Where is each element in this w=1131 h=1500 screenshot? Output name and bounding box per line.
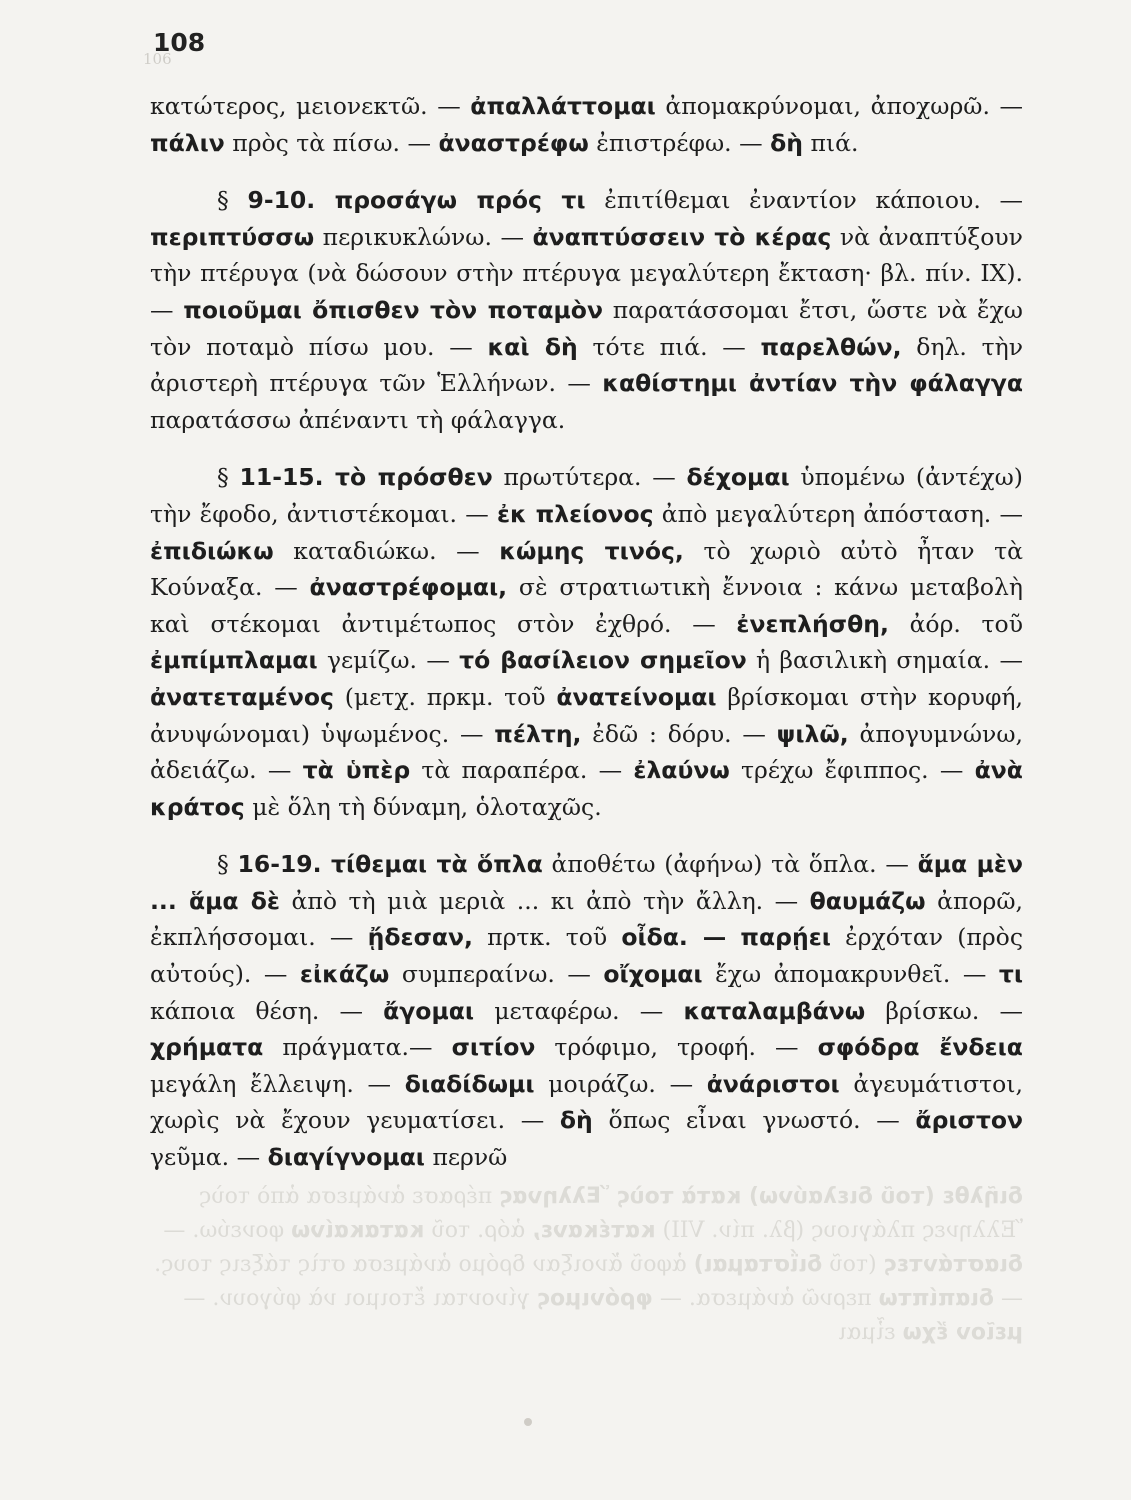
term: παρελθών, <box>760 332 902 361</box>
term: 9-10. προσάγω πρός τι <box>247 186 586 215</box>
gloss: ἀγευμάτιστοι, χωρὶς νὰ ἔχουν γευματίσει. — <box>150 1069 1023 1135</box>
gloss: πέρασε ἀνάμεσα ἀπὸ τοὺς Ἕλληνες πλάγιους (βλ. πίν. VII) <box>198 1184 1023 1243</box>
gloss: ἀφοῦ ἄνοιξαν δρόμο ἀνάμεσα στὶς τάξεις τους. — <box>154 1252 1023 1311</box>
term: κώμης τινός, <box>499 536 684 565</box>
gloss: παρατάσσομαι ἔτσι, ὥστε νὰ ἔχω τὸν ποταμὸ πίσω μου. — <box>150 295 1023 361</box>
gloss: ὑπομένω (ἀντέχω) τὴν ἔφοδο, ἀντιστέκομαι. — <box>150 463 1023 528</box>
term: ἀνατεταμένος <box>150 682 334 711</box>
gloss: τότε πιά. — <box>592 332 746 361</box>
gloss: βρίσκομαι στὴν κορυφή, ἀνυψώνομαι) ὑψωμένος. — <box>150 682 1023 748</box>
gloss: ἀπογυμνώνω, ἀδειάζω. — <box>150 719 1023 785</box>
term: οἴχομαι <box>603 960 703 989</box>
term: ἐλαύνω <box>633 756 730 785</box>
term: διΐσταμαι) <box>693 1252 823 1277</box>
term: ἐμπίμπλαμαι <box>150 646 318 675</box>
gloss: τρόφιμο, τροφή. — <box>554 1033 799 1062</box>
gloss: ἀπορῶ, ἐκπλήσσομαι. — <box>150 886 1023 952</box>
gloss: ἀόρ. τοῦ <box>431 1218 526 1243</box>
gloss: ἐπιστρέφω. — <box>596 128 763 157</box>
gloss: πράγματα.— <box>282 1033 433 1062</box>
term: κατακαίνω <box>291 1218 425 1243</box>
paragraph-section-16-19 <box>150 846 1023 1175</box>
gloss: παρατάσσω ἀπέναντι τὴ φάλαγγα. <box>150 405 566 434</box>
term: ἐνεπλήσθη, <box>736 609 889 638</box>
gloss: § <box>217 850 229 879</box>
gloss: εἶμαι <box>837 1320 896 1345</box>
term: σιτίον <box>451 1033 536 1062</box>
term: ἀναστρέφομαι, <box>309 573 508 602</box>
gloss: κατώτερος, μειονεκτῶ. — <box>150 92 461 120</box>
term: διῆλθε (τοῦ διελαύνω) κατὰ τοὺς Ἕλληνας <box>499 1184 1023 1209</box>
gloss: περνῶ ἀνάμεσα. — <box>659 1286 872 1311</box>
gloss: μεταφέρω. — <box>494 996 664 1025</box>
gloss: τρέχω ἔφιππος. — <box>741 756 964 785</box>
gloss: ἀόρ. τοῦ <box>909 609 1023 638</box>
body-text <box>150 88 1023 1176</box>
term: ἄγομαι <box>383 996 475 1025</box>
gloss: γεῦμα. — <box>150 1143 261 1172</box>
gloss: γεμίζω. — <box>326 646 450 675</box>
term: ποιοῦμαι ὄπισθεν τὸν ποταμὸν <box>183 295 603 324</box>
gloss: δηλ. τὴν ἀριστερὴ πτέρυγα τῶν Ἑλλήνων. — <box>150 332 1023 398</box>
gloss: ἐπιτίθεμαι ἐναντίον κάποιου. — <box>604 186 1023 215</box>
gloss: ἐρχόταν (πρὸς αὐτούς). — <box>150 923 1023 989</box>
gloss: (τοῦ <box>829 1252 877 1277</box>
gloss: καταδιώκω. — <box>293 536 480 565</box>
term: φρόνιμος <box>536 1286 653 1311</box>
gloss: πρὸς τὰ πίσω. — <box>232 128 431 157</box>
gloss: σὲ στρατιωτικὴ ἔννοια : κάνω μεταβολὴ καὶ στέκομαι ἀντιμέτωπος στὸν ἐχθρό. — <box>150 573 1023 638</box>
paper-spot <box>524 1418 532 1426</box>
gloss: ἐδῶ : δόρυ. — <box>592 719 766 748</box>
page-number: 108 <box>153 28 206 57</box>
term: διαγίγνομαι <box>267 1143 425 1172</box>
term: πέλτη, <box>494 719 582 748</box>
term: δέχομαι <box>686 463 790 492</box>
term: τι <box>998 960 1023 989</box>
term: καταλαμβάνω <box>683 996 866 1025</box>
term: διαδίδωμι <box>404 1069 535 1098</box>
paragraph-section-9-10 <box>150 182 1023 438</box>
term: 16-19. τίθεμαι τὰ ὅπλα <box>237 850 543 879</box>
paragraph-continued <box>150 88 1023 161</box>
gloss: φονεύω. — <box>163 1218 285 1243</box>
gloss: § <box>217 463 229 492</box>
term: κατέκανε, <box>532 1218 656 1243</box>
paragraph-section-11-15 <box>150 459 1023 825</box>
term: χρήματα <box>150 1033 264 1062</box>
bleed-through-page-number: 106 <box>143 50 172 68</box>
term: τὰ ὑπὲρ <box>302 756 411 785</box>
gloss: τὸ χωριὸ αὐτὸ ἦταν τὰ Κούναξα. — <box>150 536 1023 602</box>
term: δὴ <box>559 1106 593 1135</box>
term: καθίστημι ἀντίαν τὴν φάλαγγα <box>602 369 1023 398</box>
term: σφόδρα ἔνδεια <box>817 1033 1023 1062</box>
term: πάλιν <box>150 128 225 157</box>
bleed-through-text <box>150 1180 1023 1390</box>
term: οἶδα. — <box>621 923 727 952</box>
term: ψιλῶ, <box>776 719 849 748</box>
term: ἀνάριστοι <box>706 1069 840 1098</box>
gloss: ἀπὸ τὴ μιὰ μεριὰ ... κι ἀπὸ τὴν ἄλλη. — <box>291 886 799 915</box>
term: δὴ <box>770 128 803 157</box>
gloss: ἔχω ἀπομακρυνθεῖ. — <box>715 960 987 989</box>
term: ἀπαλλάττομαι <box>470 92 656 120</box>
term: ἀναπτύσσειν τὸ κέρας <box>532 222 832 251</box>
gloss: μεγάλη ἔλλειψη. — <box>150 1069 391 1098</box>
gloss: συμπεραίνω. — <box>401 960 591 989</box>
term: ἐπιδιώκω <box>150 536 274 565</box>
gloss: μὲ ὅλη τὴ δύναμη, ὁλοταχῶς. <box>252 792 602 821</box>
gloss: ἀπὸ μεγαλύτερη ἀπόσταση. — <box>661 499 1023 528</box>
gloss: κάποια θέση. — <box>150 996 363 1025</box>
term: θαυμάζω <box>809 886 926 915</box>
gloss: πρωτύτερα. — <box>503 463 676 492</box>
gloss: πιά. <box>810 128 859 157</box>
gloss: ἡ βασιλικὴ σημαία. — <box>756 646 1023 675</box>
gloss: βρίσκω. — <box>885 996 1023 1025</box>
gloss: πρτκ. τοῦ <box>487 923 608 952</box>
gloss: ἀπομακρύνομαι, ἀποχωρῶ. — <box>665 92 1023 120</box>
term: διαστάντες <box>883 1252 1023 1277</box>
term: διαπίπτω <box>878 1286 994 1311</box>
term: ἅμα μὲν ... ἅμα δὲ <box>150 850 1023 915</box>
gloss: γίνονται ἔτοιμοι νὰ φύγουν. — <box>183 1286 530 1311</box>
gloss: ἀποθέτω (ἀφήνω) τὰ ὅπλα. — <box>551 850 909 879</box>
term: ἀναστρέφω <box>438 128 589 157</box>
term: ἀνὰ κράτος <box>150 756 1023 821</box>
gloss: νὰ ἀναπτύξουν τὴν πτέρυγα (νὰ δώσουν στὴν πτέρυγα μεγαλύτερη ἔκταση· βλ. πίν. IX). — <box>150 222 1023 324</box>
term: παρῄει <box>740 923 831 952</box>
gloss: § <box>217 186 229 215</box>
gloss: μοιράζω. — <box>548 1069 694 1098</box>
gloss: (μετχ. πρκμ. τοῦ <box>344 682 546 711</box>
gloss: ὅπως εἶναι γνωστό. — <box>608 1106 900 1135</box>
term: 11-15. τὸ πρόσθεν <box>239 463 493 492</box>
term: ἄριστον <box>915 1106 1023 1135</box>
term: εἰκάζω <box>299 960 390 989</box>
term: ᾔδεσαν, <box>367 923 473 952</box>
term: ἐκ πλείονος <box>496 499 654 528</box>
term: ἀνατείνομαι <box>556 682 717 711</box>
term: καὶ δὴ <box>487 332 578 361</box>
gloss: τὰ παραπέρα. — <box>421 756 623 785</box>
gloss: περνῶ <box>432 1143 508 1172</box>
term: τό βασίλειον σημεῖον <box>459 646 747 675</box>
gloss: περικυκλώνω. — <box>322 222 524 251</box>
term: περιπτύσσω <box>150 222 315 251</box>
term: μεῖον ἔχω <box>902 1320 1023 1345</box>
